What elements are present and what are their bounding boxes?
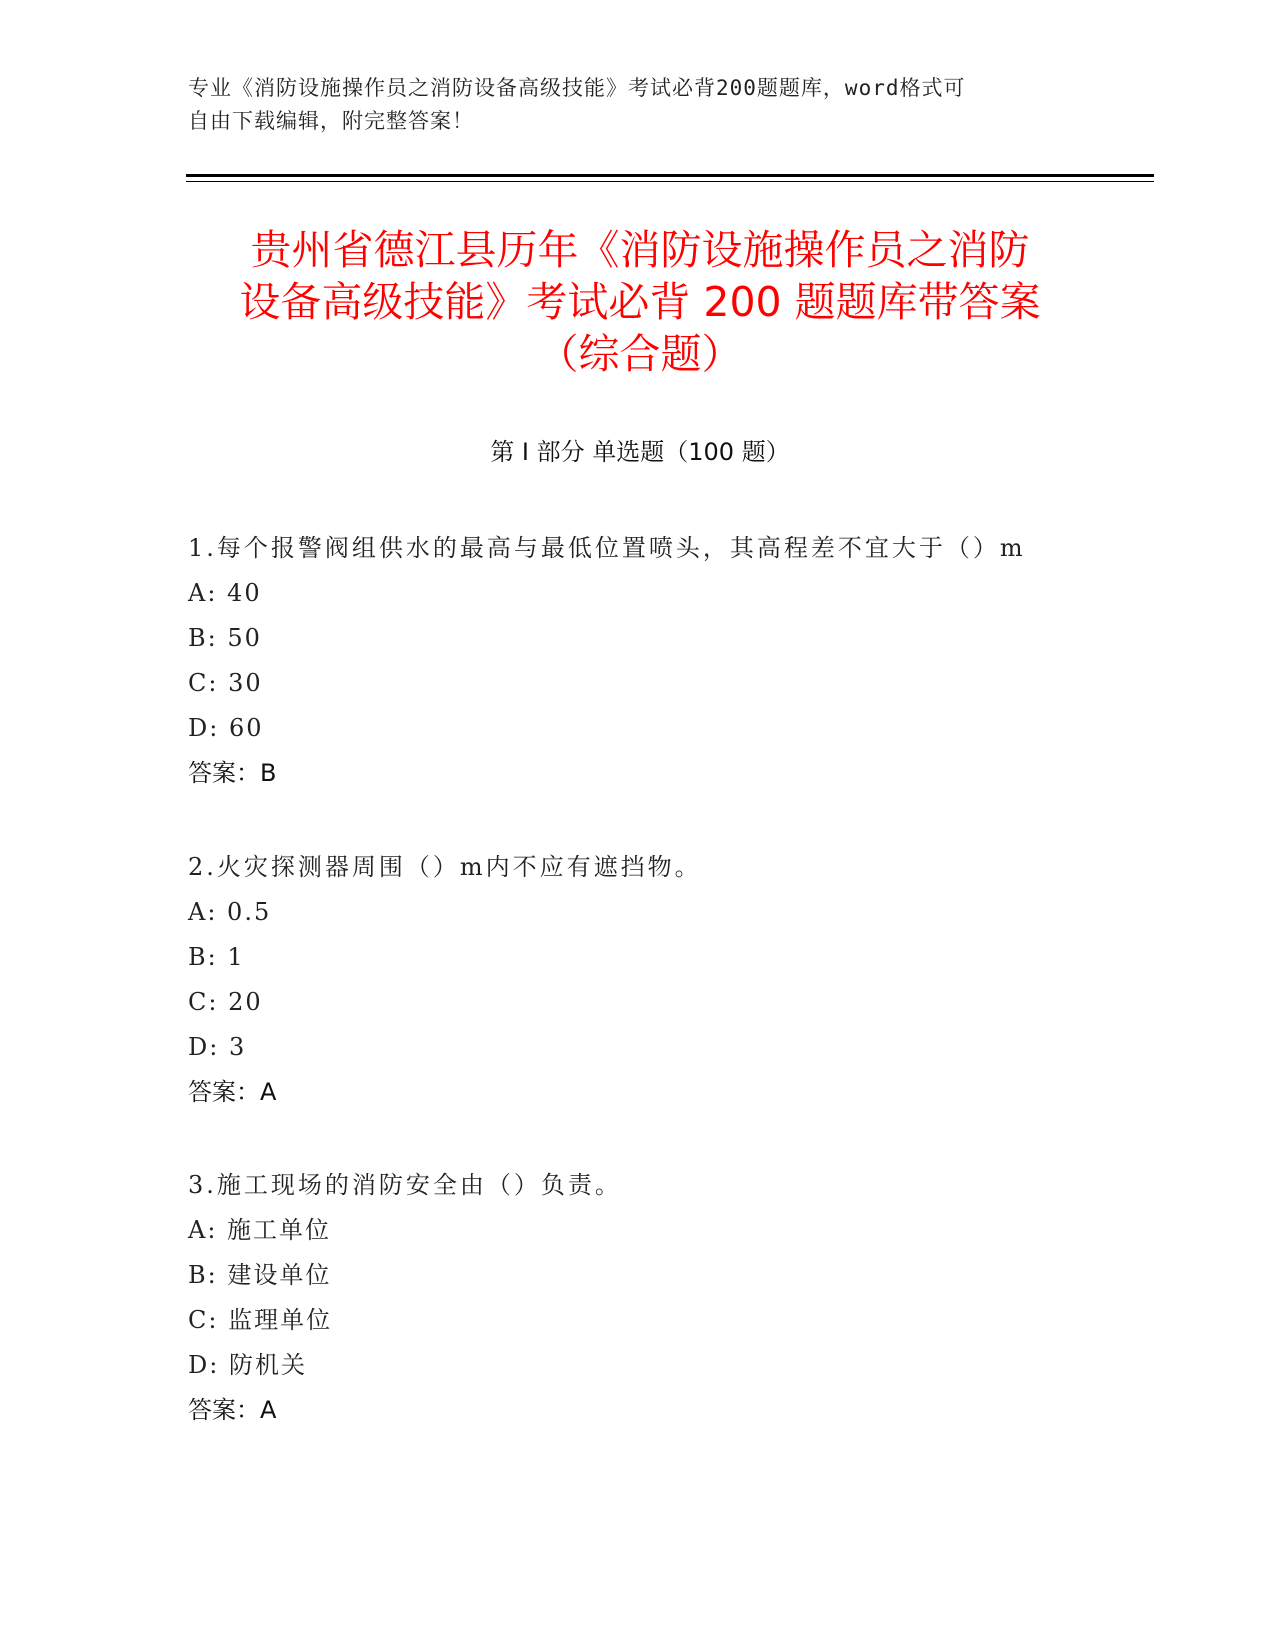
option-a: A: 0.5 xyxy=(188,898,272,926)
question-item xyxy=(188,845,1088,1115)
option-c: C: 30 xyxy=(188,669,263,697)
option-d: D: 60 xyxy=(188,714,264,742)
header-divider-thick xyxy=(186,174,1154,177)
option-b: B: 建设单位 xyxy=(188,1261,332,1289)
option-d: D: 3 xyxy=(188,1033,247,1061)
answer-label: 答案：A xyxy=(188,1396,277,1424)
option-c: C: 20 xyxy=(188,988,263,1016)
title-line-2: 设备高级技能》考试必背 200 题题库带答案 xyxy=(239,278,1041,326)
option-b: B: 1 xyxy=(188,943,245,971)
question-item xyxy=(188,526,1088,796)
document-title xyxy=(140,224,1140,380)
question-stem: 1.每个报警阀组供水的最高与最低位置喷头，其高程差不宜大于（）m xyxy=(188,534,1026,562)
question-item xyxy=(188,1163,1088,1433)
option-a: A: 40 xyxy=(188,579,262,607)
header-note-line-2: 自由下载编辑，附完整答案！ xyxy=(188,109,474,133)
option-c: C: 监理单位 xyxy=(188,1306,333,1334)
option-b: B: 50 xyxy=(188,624,262,652)
answer-label: 答案：B xyxy=(188,759,277,787)
section-heading: 第 I 部分 单选题（100 题） xyxy=(490,438,790,466)
header-divider-thin xyxy=(186,181,1154,182)
header-note-line-1: 专业《消防设施操作员之消防设备高级技能》考试必背200题题库，word格式可 xyxy=(188,76,966,100)
document-header-note xyxy=(188,72,1068,138)
title-line-3: （综合题） xyxy=(537,330,743,378)
question-stem: 2.火灾探测器周围（）m内不应有遮挡物。 xyxy=(188,853,702,881)
option-a: A: 施工单位 xyxy=(188,1216,332,1244)
title-line-1: 贵州省德江县历年《消防设施操作员之消防 xyxy=(250,226,1030,274)
answer-label: 答案：A xyxy=(188,1078,277,1106)
question-stem: 3.施工现场的消防安全由（）负责。 xyxy=(188,1171,622,1199)
option-d: D: 防机关 xyxy=(188,1351,307,1379)
